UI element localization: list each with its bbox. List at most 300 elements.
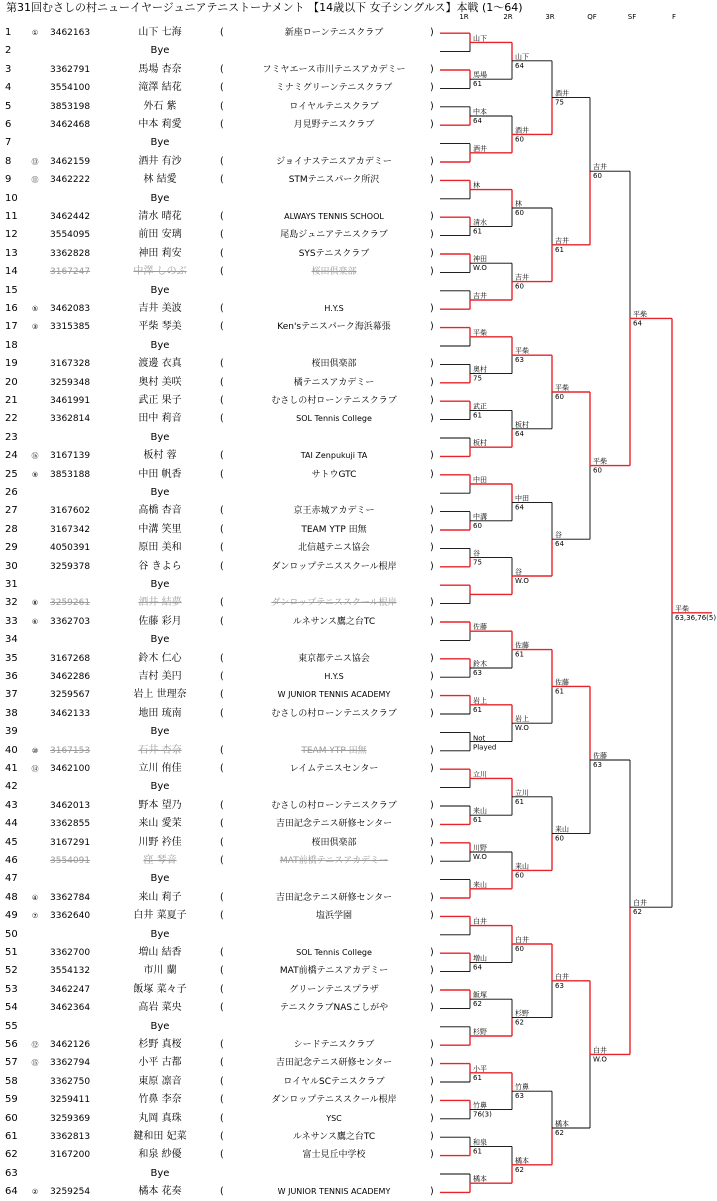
paren-open: ( (220, 247, 224, 259)
paren-close: ) (430, 321, 434, 333)
player-club: ダンロップテニススクール根岸 (271, 561, 397, 572)
draw-number: 61 (5, 1131, 18, 1142)
player-name: 清水 晴花 (138, 211, 182, 222)
draw-number: 64 (5, 1186, 18, 1198)
match-winner: 吉井 (515, 273, 529, 282)
player-name: 橘本 花奏 (138, 1186, 182, 1198)
seed-mark: ⑭ (31, 765, 39, 773)
match-winner: 平柴 (555, 384, 569, 392)
draw-number: 58 (5, 1075, 18, 1087)
draw-number: 33 (5, 615, 18, 627)
draw-number: 19 (5, 358, 18, 370)
paren-close: ) (430, 983, 434, 995)
paren-open: ( (220, 836, 224, 848)
match-score: 60 (555, 393, 564, 401)
player-name: 来山 愛茉 (138, 818, 182, 830)
player-name: 酒井 結夢 (138, 597, 182, 609)
match-score: 60 (515, 871, 524, 880)
player-club: シードテニスクラブ (293, 1040, 375, 1050)
player-id: 3362784 (50, 892, 91, 903)
match-winner: 平柴 (675, 604, 689, 613)
match-score: 61 (555, 687, 564, 696)
player-name: Bye (150, 928, 170, 940)
draw-number: 7 (5, 137, 12, 149)
match-score: 64 (515, 503, 524, 512)
paren-open: ( (220, 652, 224, 664)
match-winner: 白井 (555, 972, 569, 981)
match-score: 62 (473, 1000, 482, 1009)
player-name: 奥村 美咲 (138, 376, 182, 388)
match-winner: 川野 (473, 844, 487, 852)
paren-close: ) (430, 763, 434, 774)
player-club: STMテニスパーク所沢 (288, 175, 380, 186)
seed-mark: ③ (31, 323, 39, 332)
paren-open: ( (220, 303, 224, 314)
player-club: レイムテニスセンター (289, 764, 379, 774)
draw-number: 28 (5, 523, 18, 535)
player-name: 滝澤 結花 (138, 82, 182, 94)
player-club: テニスクラブNASこしがや (279, 1003, 389, 1014)
player-name: 山下 七海 (138, 27, 182, 38)
match-winner: 岩上 (473, 696, 487, 705)
match-score: 64 (515, 429, 524, 438)
player-club: 塩浜学園 (315, 911, 352, 922)
match-winner: 酒井 (515, 126, 529, 135)
draw-number: 4 (5, 82, 12, 94)
draw-number: 12 (5, 229, 18, 241)
player-id: 3362703 (50, 616, 91, 627)
draw-number: 31 (5, 579, 18, 590)
paren-open: ( (220, 413, 224, 425)
draw-number: 22 (5, 413, 18, 425)
draw-number: 30 (5, 560, 18, 572)
draw-number: 3 (5, 63, 12, 75)
player-id: 3462247 (50, 984, 91, 995)
paren-close: ) (430, 63, 434, 75)
draw-number: 55 (5, 1020, 18, 1032)
draw-number: 5 (5, 100, 12, 112)
paren-close: ) (430, 1149, 434, 1161)
match-score: 61 (515, 650, 524, 659)
player-name: 丸岡 真珠 (138, 1112, 182, 1124)
draw-number: 39 (5, 726, 18, 738)
player-club: 吉田記念テニス研修センター (275, 892, 393, 903)
seed-mark: ⑫ (31, 1041, 39, 1049)
draw-number: 54 (5, 1002, 18, 1014)
match-winner: 岩上 (515, 715, 529, 724)
match-winner: 橘本 (473, 1175, 487, 1184)
player-club: 桜田倶楽部 (311, 359, 357, 370)
match-winner: 吉井 (593, 163, 607, 172)
match-score: 60 (515, 135, 524, 144)
player-name: 飯塚 菜々子 (133, 983, 187, 995)
match-winner: 中本 (473, 108, 487, 116)
paren-close: ) (430, 799, 434, 811)
paren-open: ( (220, 1057, 224, 1069)
draw-number: 49 (5, 910, 18, 922)
match-winner: 佐藤 (473, 623, 487, 632)
match-score: 62 (633, 908, 642, 917)
match-winner: 馬場 (473, 71, 487, 80)
player-id: 3462163 (50, 28, 91, 38)
match-winner: 白井 (473, 917, 487, 926)
player-club: ミナミグリーンテニスクラブ (275, 83, 393, 94)
draw-number: 24 (5, 450, 18, 462)
paren-close: ) (430, 836, 434, 848)
player-name: 立川 侑佳 (138, 763, 182, 774)
player-club: むさしの村ローンテニスクラブ (271, 708, 397, 719)
draw-number: 10 (5, 192, 18, 204)
player-name: 佐藤 彩月 (138, 615, 182, 627)
paren-close: ) (430, 450, 434, 462)
player-name: 谷 きよら (138, 560, 182, 572)
player-name: 野本 望乃 (138, 799, 182, 811)
draw-number: 32 (5, 597, 18, 609)
draw-number: 52 (5, 965, 18, 977)
match-winner: 和泉 (473, 1138, 487, 1147)
match-winner: 谷 (555, 531, 562, 540)
player-club: ルネサンス鷹之台TC (292, 1132, 376, 1142)
player-id: 3554100 (50, 83, 91, 94)
draw-number: 29 (5, 542, 18, 554)
paren-close: ) (430, 671, 434, 682)
match-winner: 飯塚 (473, 991, 487, 1000)
match-winner: 清水 (473, 218, 487, 227)
match-note: Not (473, 734, 486, 743)
player-name: 高橋 杏音 (138, 505, 182, 517)
match-score: 60 (555, 834, 564, 843)
player-id: 3259567 (50, 690, 91, 701)
player-id: 3362855 (50, 819, 91, 830)
paren-open: ( (220, 1131, 224, 1142)
match-winner: 杉野 (515, 1009, 529, 1018)
paren-open: ( (220, 799, 224, 811)
player-name: Bye (150, 579, 170, 590)
match-winner: 杉野 (473, 1028, 487, 1036)
match-winner: 来山 (473, 807, 487, 816)
paren-open: ( (220, 395, 224, 406)
seed-mark: ⑨ (31, 470, 39, 479)
draw-number: 1 (5, 27, 12, 38)
match-score: 61 (473, 227, 482, 236)
player-club: 富士見丘中学校 (302, 1150, 366, 1161)
paren-close: ) (430, 1131, 434, 1142)
draw-number: 25 (5, 468, 18, 480)
paren-close: ) (430, 358, 434, 370)
player-name: 原田 美和 (138, 542, 182, 554)
paren-close: ) (430, 303, 434, 314)
draw-number: 16 (5, 303, 18, 314)
draw-number: 2 (5, 45, 12, 57)
draw-number: 51 (5, 947, 18, 958)
player-name: 板村 蓉 (143, 450, 177, 462)
match-score: 62 (515, 1018, 524, 1027)
seed-mark: ⑪ (31, 176, 39, 185)
draw-number: 17 (5, 321, 18, 333)
draw-number: 23 (5, 431, 18, 443)
match-score: 62 (515, 1165, 524, 1174)
draw-number: 53 (5, 983, 18, 995)
match-winner: 増山 (473, 954, 487, 963)
match-score: W.O (473, 264, 487, 273)
draw-number: 15 (5, 284, 18, 296)
paren-close: ) (430, 82, 434, 94)
paren-open: ( (220, 63, 224, 75)
paren-close: ) (430, 560, 434, 572)
player-name: 前田 安璃 (138, 229, 182, 241)
paren-close: ) (430, 615, 434, 627)
player-name: 来山 莉子 (138, 891, 182, 903)
player-name: 神田 莉安 (138, 247, 182, 259)
match-winner: 谷 (515, 568, 522, 576)
player-club: MAT前橋テニスアカデミー (279, 856, 389, 866)
paren-close: ) (430, 744, 434, 756)
player-id: 3462126 (50, 1040, 91, 1050)
seed-mark: ⑩ (31, 746, 39, 755)
player-name: 中澤 しのぶ (133, 266, 187, 278)
player-id: 3167342 (50, 524, 91, 535)
paren-close: ) (430, 947, 434, 958)
paren-open: ( (220, 744, 224, 756)
player-club: MAT前橋テニスアカデミー (279, 966, 389, 977)
match-score: 75 (473, 558, 482, 567)
paren-open: ( (220, 597, 224, 609)
player-club: H.Y.S (324, 672, 344, 681)
draw-number: 36 (5, 671, 18, 682)
match-winner: 小平 (473, 1064, 487, 1073)
match-score: 63,36,76(5) (675, 613, 717, 622)
paren-close: ) (430, 965, 434, 977)
draw-number: 6 (5, 119, 12, 130)
player-club: ダンロップテニススクール根岸 (271, 598, 397, 609)
player-name: Bye (150, 1167, 170, 1179)
paren-open: ( (220, 1039, 224, 1050)
draw-number: 43 (5, 799, 18, 811)
paren-open: ( (220, 1112, 224, 1124)
seed-mark: ⑦ (31, 912, 39, 921)
match-score: 75 (555, 98, 564, 107)
player-id: 3167328 (50, 359, 91, 370)
player-name: 石井 杏奈 (138, 744, 182, 756)
match-winner: 橘本 (515, 1156, 529, 1165)
match-winner: 竹鼻 (515, 1083, 529, 1092)
paren-close: ) (430, 1186, 434, 1198)
seed-mark: ⑮ (31, 1059, 39, 1068)
match-winner: 白井 (515, 936, 529, 944)
draw-number: 50 (5, 928, 18, 940)
player-id: 3853198 (50, 101, 91, 112)
paren-open: ( (220, 450, 224, 462)
draw-number: 62 (5, 1149, 18, 1161)
paren-close: ) (430, 1057, 434, 1069)
paren-close: ) (430, 229, 434, 241)
paren-open: ( (220, 983, 224, 995)
paren-open: ( (220, 707, 224, 719)
match-winner: 奥村 (473, 365, 487, 374)
match-winner: 中田 (473, 476, 487, 484)
player-id: 3362828 (50, 248, 91, 259)
draw-number: 47 (5, 873, 18, 885)
round-label-2r: 2R (503, 13, 513, 21)
match-winner: 酒井 (555, 89, 569, 98)
player-club: むさしの村ローンテニスクラブ (271, 800, 397, 811)
paren-close: ) (430, 266, 434, 278)
draw-number: 14 (5, 266, 18, 278)
paren-close: ) (430, 174, 434, 186)
paren-close: ) (430, 818, 434, 830)
match-score: W.O (593, 1055, 607, 1064)
player-club: ジョイナステニスアカデミー (276, 156, 392, 167)
round-label-sf: SF (627, 13, 637, 21)
paren-open: ( (220, 1075, 224, 1087)
player-club: 月見野テニスクラブ (293, 120, 375, 130)
player-club: SOL Tennis College (296, 948, 372, 957)
player-id: 3461991 (50, 396, 91, 406)
match-winner: 平柴 (633, 310, 647, 319)
match-score: 63 (555, 981, 564, 990)
player-id: 3554132 (50, 966, 91, 977)
draw-number: 48 (5, 891, 18, 903)
match-score: 64 (473, 117, 482, 125)
match-winner: 鈴木 (473, 660, 487, 668)
paren-close: ) (430, 910, 434, 922)
match-score: 62 (555, 1129, 564, 1137)
match-score: 61 (473, 80, 482, 89)
match-winner: 平柴 (515, 347, 529, 356)
paren-close: ) (430, 27, 434, 38)
match-winner: 神田 (473, 255, 487, 264)
match-score: 61 (473, 411, 482, 420)
draw-number: 37 (5, 689, 18, 701)
player-club: 桜田倶楽部 (311, 267, 357, 278)
player-club: フミヤエース市川テニスアカデミー (262, 64, 406, 75)
player-club: 橘テニスアカデミー (293, 377, 375, 388)
paren-open: ( (220, 155, 224, 167)
page-title: 第31回むさしの村ニューイヤージュニアテニストーナメント 【14歳以下 女子シングルス】本戦 (1～64) (6, 1, 523, 14)
match-winner: 山下 (473, 34, 487, 43)
paren-open: ( (220, 542, 224, 554)
player-name: 馬場 杏奈 (138, 63, 182, 75)
player-club: ALWAYS TENNIS SCHOOL (284, 212, 384, 221)
player-id: 3554091 (50, 856, 91, 866)
player-club: 京王赤城アカデミー (293, 506, 375, 517)
player-id: 3167139 (50, 451, 91, 462)
player-name: Bye (150, 192, 170, 204)
player-id: 3462468 (50, 120, 91, 130)
player-club: YSC (326, 1113, 342, 1123)
match-winner: 中田 (515, 494, 529, 503)
player-name: 武正 果子 (138, 395, 182, 406)
player-club: ロイヤルSCテニスクラブ (283, 1076, 385, 1087)
match-winner: 佐藤 (555, 678, 569, 687)
player-name: 田中 莉音 (138, 413, 182, 425)
player-id: 3167602 (50, 506, 91, 517)
paren-open: ( (220, 100, 224, 112)
player-club: 吉田記念テニス研修センター (275, 1058, 393, 1069)
paren-close: ) (430, 597, 434, 609)
player-club: TAI Zenpukuji TA (300, 451, 368, 461)
match-score: 60 (473, 521, 482, 530)
seed-mark: ① (31, 29, 39, 37)
player-name: 東原 凛音 (138, 1075, 182, 1087)
seed-mark: ⑤ (31, 305, 39, 313)
match-score: 61 (555, 245, 564, 254)
draw-number: 8 (5, 155, 12, 167)
match-score: 75 (473, 374, 482, 383)
draw-number: 20 (5, 376, 18, 388)
paren-close: ) (430, 119, 434, 130)
paren-close: ) (430, 1075, 434, 1087)
player-id: 3362640 (50, 911, 91, 922)
paren-open: ( (220, 468, 224, 480)
paren-open: ( (220, 560, 224, 572)
player-id: 3853188 (50, 469, 91, 480)
match-winner: 佐藤 (593, 752, 607, 760)
paren-open: ( (220, 689, 224, 701)
player-club: 吉田記念テニス研修センター (275, 819, 393, 830)
player-id: 3462083 (50, 304, 91, 314)
match-note: Played (473, 743, 497, 752)
paren-close: ) (430, 855, 434, 866)
player-name: Bye (150, 431, 170, 443)
player-name: Bye (150, 1020, 170, 1032)
player-name: 中溝 笑里 (138, 523, 182, 535)
player-id: 3462222 (50, 175, 91, 186)
player-name: 平柴 琴美 (138, 321, 182, 333)
paren-close: ) (430, 413, 434, 425)
player-id: 3259369 (50, 1113, 91, 1124)
paren-open: ( (220, 965, 224, 977)
player-id: 3259254 (50, 1187, 91, 1198)
paren-open: ( (220, 818, 224, 830)
round-label-1r: 1R (459, 13, 469, 21)
player-id: 3259261 (50, 598, 91, 609)
player-id: 3259348 (50, 377, 91, 388)
match-score: 64 (473, 963, 482, 972)
draw-number: 40 (5, 744, 18, 756)
paren-close: ) (430, 689, 434, 701)
draw-number: 59 (5, 1094, 18, 1106)
match-winner: 酒井 (473, 144, 487, 153)
paren-open: ( (220, 358, 224, 370)
match-winner: 竹鼻 (473, 1101, 487, 1110)
player-id: 3167153 (50, 745, 91, 756)
player-club: ルネサンス鷹之台TC (292, 616, 376, 627)
round-label-qf: QF (587, 13, 597, 21)
paren-open: ( (220, 119, 224, 130)
player-name: 林 結愛 (143, 174, 177, 186)
player-name: 杉野 真桜 (138, 1039, 182, 1050)
player-id: 3167268 (50, 653, 91, 664)
player-id: 3362791 (50, 64, 91, 75)
player-club: TEAM YTP 田無 (301, 524, 367, 535)
player-name: 岩上 世理奈 (133, 689, 187, 701)
player-name: 市川 蘭 (143, 965, 177, 977)
paren-open: ( (220, 174, 224, 186)
paren-open: ( (220, 671, 224, 682)
paren-close: ) (430, 1002, 434, 1014)
player-name: Bye (150, 45, 170, 57)
draw-number: 44 (5, 818, 18, 830)
player-id: 3362700 (50, 948, 91, 958)
player-id: 3362750 (50, 1076, 91, 1087)
match-winner: 板村 (515, 420, 529, 429)
draw-number: 35 (5, 652, 18, 664)
player-club: グリーンテニスプラザ (289, 984, 379, 995)
player-name: Bye (150, 726, 170, 738)
match-winner: 山下 (515, 52, 529, 61)
player-name: 竹鼻 李奈 (138, 1094, 182, 1106)
